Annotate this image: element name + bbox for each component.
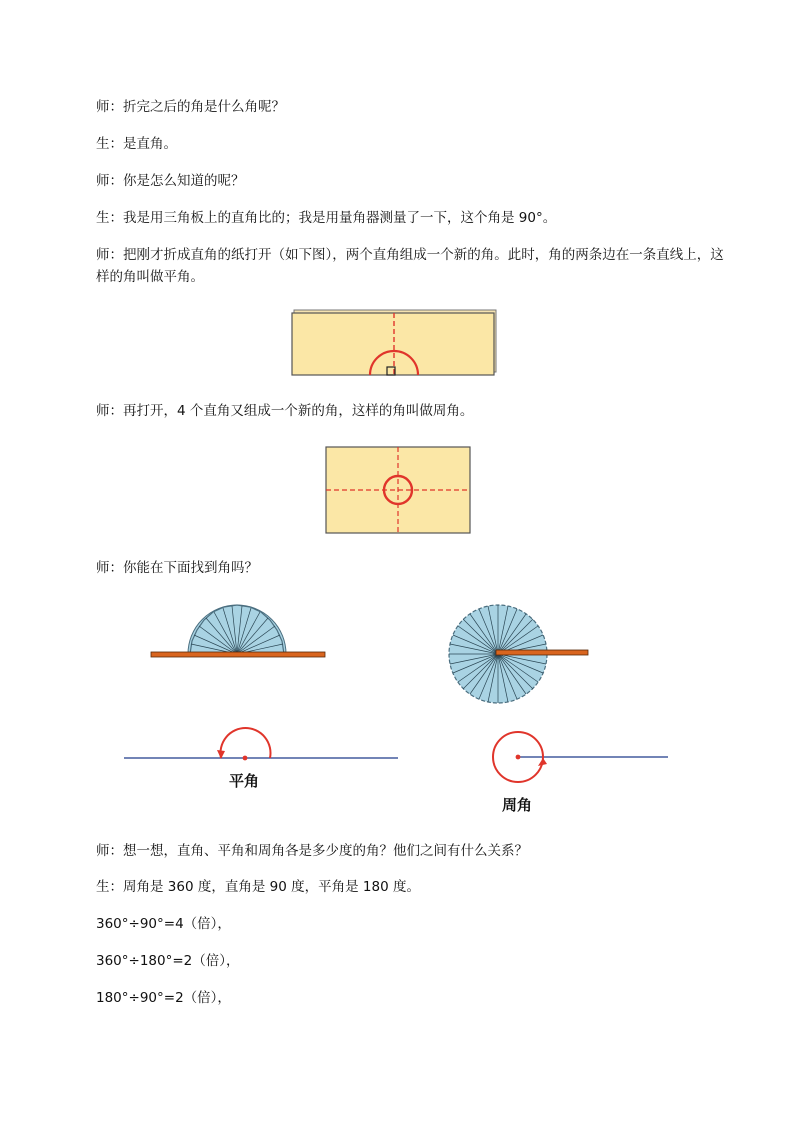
fan-angles-figure: [118, 598, 678, 818]
line-4: 生：我是用三角板上的直角比的；我是用量角器测量了一下，这个角是 90°。: [96, 210, 557, 226]
line-3: 师：你是怎么知道的呢？: [96, 173, 245, 189]
line-1: 师：折完之后的角是什么角呢？: [96, 99, 285, 115]
line-5: 师：把刚才折成直角的纸打开（如下图），两个直角组成一个新的角。此时，角的两条边在一条直线上，这样的角叫做平角。: [96, 247, 724, 285]
line-6: 师：再打开，4 个直角又组成一个新的角，这样的角叫做周角。: [96, 403, 474, 419]
straight-angle-diagram: [124, 728, 398, 760]
straight-angle-label: 平角: [229, 772, 260, 790]
half-fan: [151, 605, 325, 657]
line-2: 生：是直角。: [96, 136, 177, 152]
full-angle-label: 周角: [502, 796, 533, 814]
full-fan: [449, 605, 588, 703]
line-9: 生：周角是 360 度，直角是 90 度，平角是 180 度。: [96, 879, 420, 895]
line-12: 180°÷90°=2（倍），: [96, 990, 231, 1006]
line-10: 360°÷90°=4（倍），: [96, 916, 231, 932]
full-angle-diagram: [493, 732, 668, 782]
paper-straight-angle-figure: [290, 308, 500, 378]
line-11: 360°÷180°=2（倍），: [96, 953, 240, 969]
paper-full-angle-figure: [325, 446, 471, 534]
line-8: 师：想一想，直角、平角和周角各是多少度的角？他们之间有什么关系？: [96, 843, 528, 859]
line-7: 师：你能在下面找到角吗？: [96, 560, 258, 576]
